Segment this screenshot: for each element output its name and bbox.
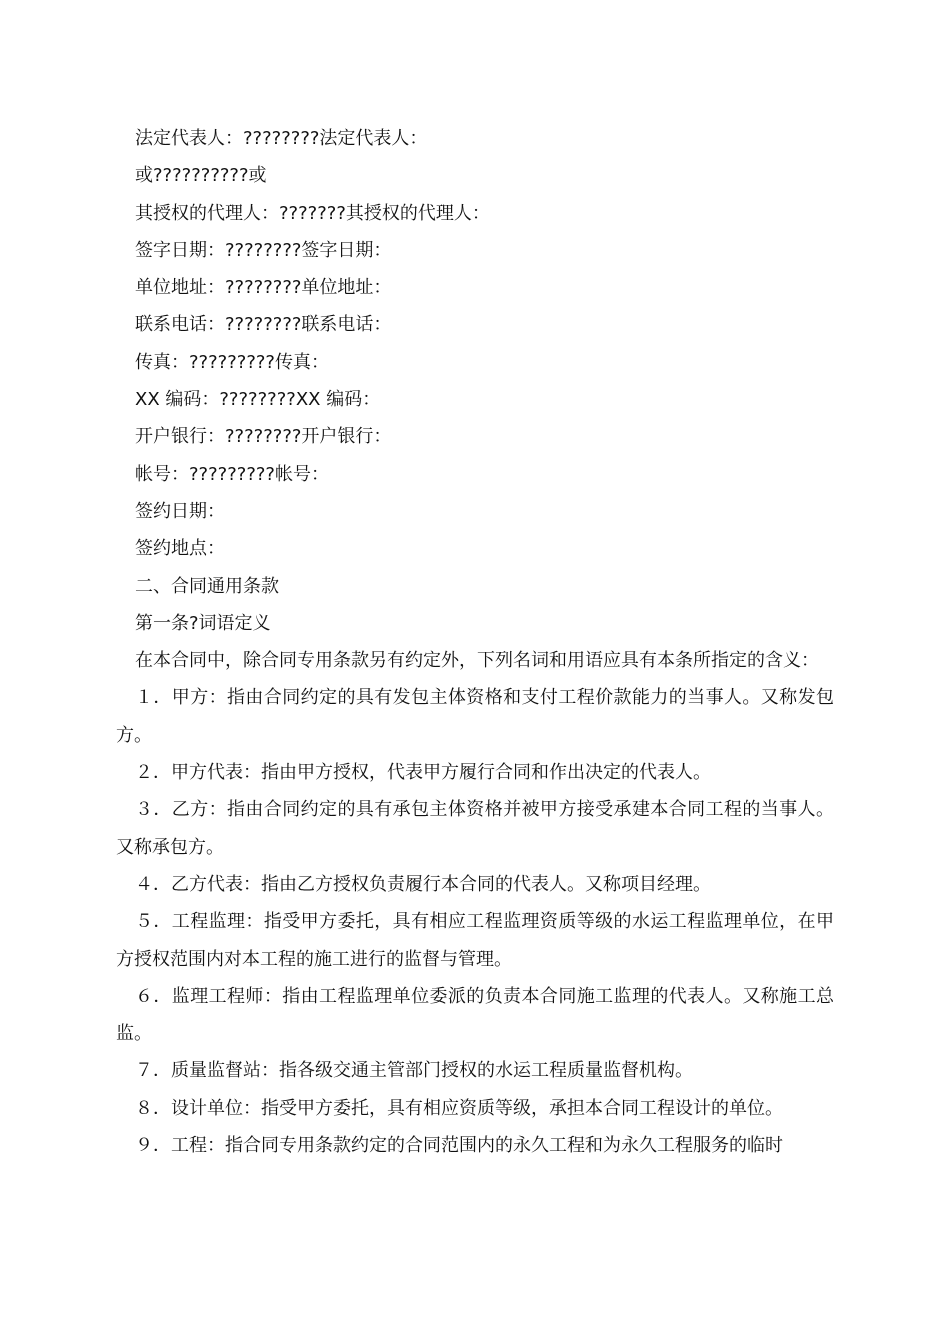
contract-place-line: 签约地点：	[135, 538, 225, 560]
legal-representative-line: 法定代表人：????????法定代表人：	[135, 128, 428, 149]
account-number-line: 帐号：?????????帐号：	[135, 463, 329, 485]
signing-date-line: 签字日期：????????签字日期：	[135, 239, 392, 261]
definition-quality-station: ７．质量监督站：指各级交通主管部门授权的水运工程质量监督机构。	[135, 1060, 693, 1082]
contract-text	[116, 120, 836, 1164]
contract-date-line: 签约日期：	[135, 500, 225, 522]
or-line: 或??????????或	[135, 165, 267, 187]
definition-party-a-representative: ２．甲方代表：指由甲方授权，代表甲方履行合同和作出决定的代表人。	[135, 762, 711, 784]
intro-paragraph: 在本合同中，除合同专用条款另有约定外，下列名词和用语应具有本条所指定的含义：	[135, 650, 819, 672]
authorized-agent-line: 其授权的代理人：???????其授权的代理人：	[135, 202, 490, 224]
definition-party-b-representative: ４．乙方代表：指由乙方授权负责履行本合同的代表人。又称项目经理。	[135, 873, 711, 895]
postal-code-line: XX 编码：????????XX 编码：	[135, 389, 381, 411]
definition-party-b: ３．乙方：指由合同约定的具有承包主体资格并被甲方接受承建本合同工程的当事人。又称承包方。	[116, 799, 834, 858]
bank-line: 开户银行：????????开户银行：	[135, 426, 392, 448]
definition-works: ９．工程：指合同专用条款约定的合同范围内的永久工程和为永久工程服务的临时	[135, 1135, 783, 1157]
article-title: 第一条?词语定义	[135, 612, 271, 634]
section-title: 二、合同通用条款	[135, 575, 279, 597]
phone-line: 联系电话：????????联系电话：	[135, 314, 392, 336]
definition-supervision: ５．工程监理：指受甲方委托，具有相应工程监理资质等级的水运工程监理单位，在甲方授权范围内对本工程的施工进行的监督与管理。	[116, 911, 834, 970]
fax-line: 传真：?????????传真：	[135, 351, 329, 373]
company-address-line: 单位地址：????????单位地址：	[135, 277, 392, 299]
definition-supervising-engineer: ６．监理工程师：指由工程监理单位委派的负责本合同施工监理的代表人。又称施工总监。	[116, 985, 834, 1045]
definition-party-a: １．甲方：指由合同约定的具有发包主体资格和支付工程价款能力的当事人。又称发包方。	[116, 687, 834, 746]
definition-design-unit: ８．设计单位：指受甲方委托，具有相应资质等级，承担本合同工程设计的单位。	[135, 1097, 783, 1119]
